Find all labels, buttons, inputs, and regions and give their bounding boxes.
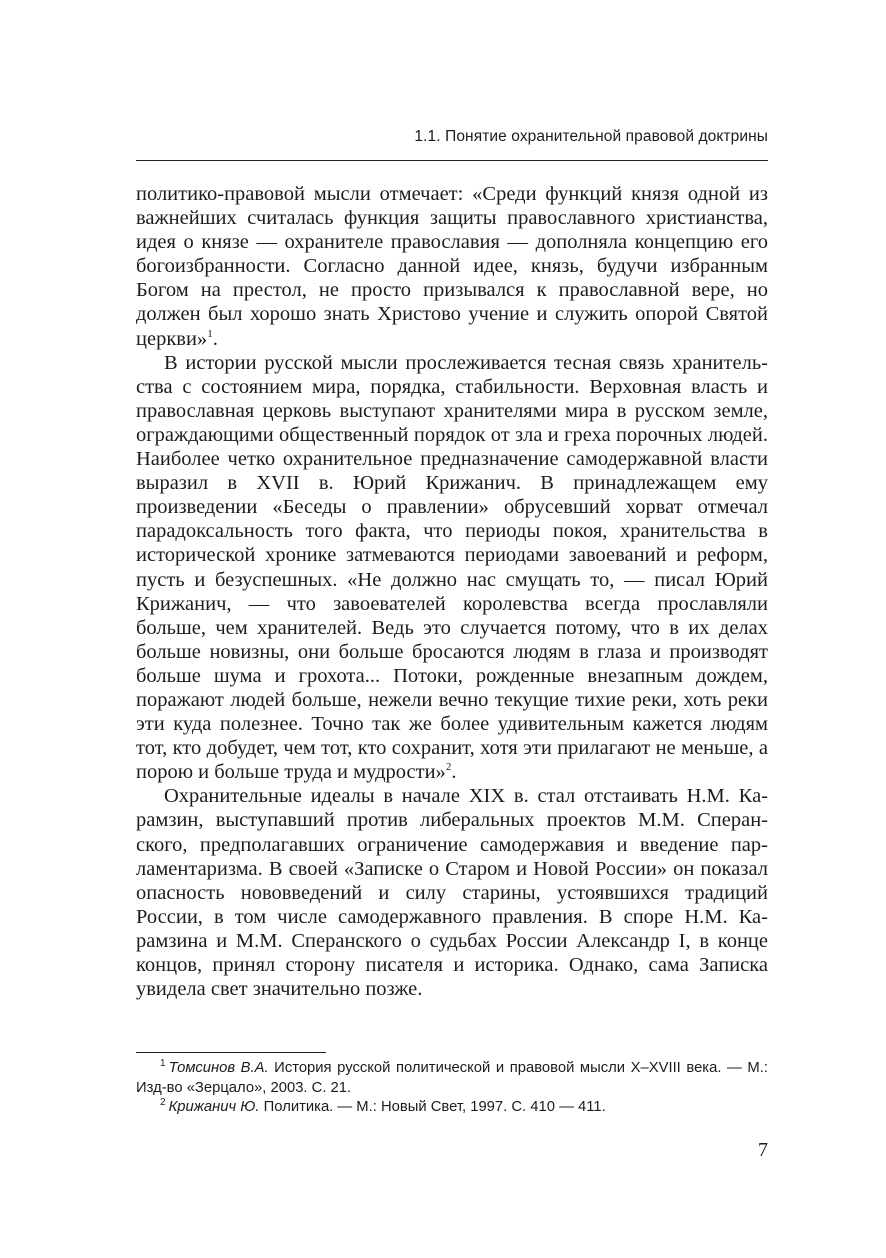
running-header: 1.1. Понятие охранительной правовой доктрины <box>414 128 768 145</box>
footnote-2 <box>136 1098 768 1118</box>
footnotes <box>136 1059 768 1118</box>
footnote-1 <box>136 1059 768 1098</box>
footnote-2-author: Крижанич Ю. <box>168 1099 260 1115</box>
paragraph-2-tail: . <box>451 761 457 784</box>
paragraph-1-tail: . <box>212 327 218 350</box>
footnote-ref-1: 1 <box>207 327 213 340</box>
paragraph-3: Охранительные идеалы в начале XIX в. стал отстаивать Н.М. Карамзин, выступавший против либеральных проектов М.М. Сперанского, предполагавших ограничение самодержавия и введение парламентаризма. В своей «Записке о Старом и Новой России» он показал опасность нововведений и силу старины, устоявшихся традиций России, в том числе самодержавного правления. В споре Н.М. Карамзина и М.М. Сперанского о судьбах России Александр I, в конце концов, принял сторону писателя и историка. Однако, сама Записка увидела свет значительно позже. <box>136 785 768 1001</box>
main-text <box>136 182 768 1001</box>
footnote-1-author: Томсинов В.А. <box>168 1060 269 1076</box>
paragraph-2-text: В истории русской мысли прослеживается тесная связь хранительства с состоянием мира, порядка, стабильности. Верховная власть и православная церковь выступают хранителями мира в русском земле, ограждающими общественный порядок от зла и греха порочных людей. Наиболее четко охранительное предназначение самодержавной власти выразил в XVII в. Юрий Крижанич. В принадлежащем ему произведении «Беседы о правлении» обрусевший хорват отмечал парадоксальность того факта, что периоды покоя, хранительства в исторической хронике затмеваются периодами завоеваний и реформ, пусть и безуспешных. «Не должно нас смущать то, — писал Юрий Крижанич, — что завоевателей королевства всегда прославляли больше, чем хранителей. Ведь это случается потому, что в их делах больше новизны, они больше бросаются людям в глаза и производят больше шума и грохота... Потоки, рожденные внезапным дождем, поражают людей больше, нежели вечно текущие тихие реки, хоть реки эти куда полезнее. Точно так же более удивительным кажется людям тот, кто добудет, чем тот, кто сохранит, хотя эти прилагают не меньше, а порою и больше труда и мудрости» <box>136 351 768 784</box>
paragraph-1-text: политико-правовой мысли отмечает: «Среди функций князя одной из важнейших считалась функция защиты православного христианства, идея о князе — охранителе православия — дополняла концепцию его богоизбранности. Согласно данной идее, князь, будучи избранным Богом на престол, не просто призывался к православной вере, но должен был хорошо знать Христово учение и служить опорой Святой церкви» <box>136 183 768 350</box>
page-number: 7 <box>758 1139 768 1161</box>
footnote-2-mark: 2 <box>160 1097 166 1109</box>
paragraph-2 <box>136 351 768 785</box>
footnote-1-text: История русской политической и правовой мысли X–XVIII века. — М.: Изд-во «Зерцало», 2003. С. 21. <box>136 1060 768 1096</box>
footnote-divider <box>136 1052 326 1053</box>
footnote-2-text: Политика. — М.: Новый Свет, 1997. С. 410 — 411. <box>259 1099 606 1115</box>
footnote-1-mark: 1 <box>160 1058 166 1070</box>
header-divider <box>136 160 768 161</box>
paragraph-1 <box>136 182 768 351</box>
footnote-ref-2: 2 <box>445 761 452 774</box>
